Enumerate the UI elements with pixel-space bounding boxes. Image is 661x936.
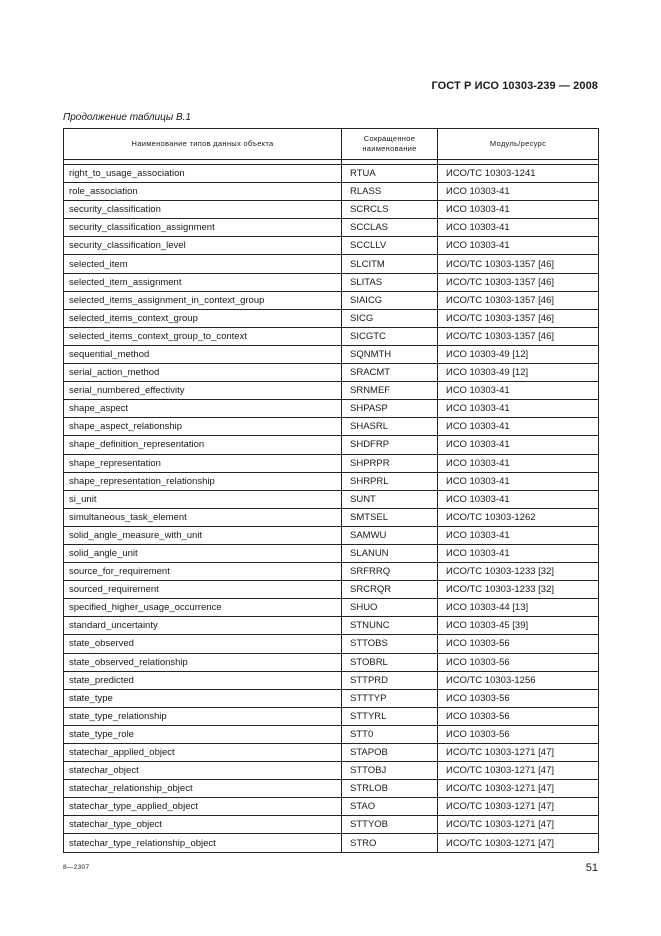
table-row [64, 671, 599, 689]
table-row [64, 219, 599, 237]
entity-name-cell: serial_action_method [64, 364, 342, 382]
table-row [64, 617, 599, 635]
column-header-entity-name: Наименование типов данных объекта [64, 129, 342, 160]
module-cell: ИСО/ТС 10303-1233 [32] [438, 581, 599, 599]
entity-name-cell: selected_items_context_group [64, 309, 342, 327]
entity-name-cell: security_classification_level [64, 237, 342, 255]
module-cell: ИСО 10303-41 [438, 400, 599, 418]
short-name-cell: SCCLAS [342, 219, 438, 237]
module-cell: ИСО 10303-41 [438, 472, 599, 490]
short-name-cell: STRLOB [342, 780, 438, 798]
module-cell: ИСО/ТС 10303-1262 [438, 508, 599, 526]
entity-name-cell: state_type_role [64, 725, 342, 743]
short-name-cell: STNUNC [342, 617, 438, 635]
module-cell: ИСО/ТС 10303-1271 [47] [438, 834, 599, 852]
table-row [64, 581, 599, 599]
short-name-cell: SICGTC [342, 327, 438, 345]
module-cell: ИСО 10303-56 [438, 725, 599, 743]
table-row [64, 780, 599, 798]
short-name-cell: SCRCLS [342, 201, 438, 219]
entity-name-cell: state_type_relationship [64, 707, 342, 725]
short-name-cell: RTUA [342, 165, 438, 183]
table-row [64, 436, 599, 454]
table-row [64, 798, 599, 816]
module-cell: ИСО 10303-41 [438, 237, 599, 255]
module-cell: ИСО 10303-56 [438, 653, 599, 671]
table-row [64, 508, 599, 526]
module-cell: ИСО/ТС 10303-1271 [47] [438, 816, 599, 834]
table-header-row [64, 129, 599, 160]
module-cell: ИСО/ТС 10303-1357 [46] [438, 255, 599, 273]
short-name-cell: STTPRD [342, 671, 438, 689]
module-cell: ИСО/ТС 10303-1256 [438, 671, 599, 689]
entity-name-cell: specified_higher_usage_occurrence [64, 599, 342, 617]
module-cell: ИСО 10303-56 [438, 707, 599, 725]
short-name-cell: SHDFRP [342, 436, 438, 454]
table-row [64, 834, 599, 852]
module-cell: ИСО 10303-41 [438, 183, 599, 201]
entity-name-cell: state_predicted [64, 671, 342, 689]
entity-name-cell: shape_aspect_relationship [64, 418, 342, 436]
table-caption: Продолжение таблицы В.1 [63, 112, 191, 123]
entity-name-cell: security_classification [64, 201, 342, 219]
entity-name-cell: serial_numbered_effectivity [64, 382, 342, 400]
module-cell: ИСО 10303-41 [438, 382, 599, 400]
module-cell: ИСО/ТС 10303-1357 [46] [438, 309, 599, 327]
entity-name-cell: si_unit [64, 490, 342, 508]
short-name-cell: SRCRQR [342, 581, 438, 599]
module-cell: ИСО 10303-56 [438, 689, 599, 707]
short-name-cell: STTOBJ [342, 762, 438, 780]
table-row [64, 273, 599, 291]
short-name-cell: RLASS [342, 183, 438, 201]
module-cell: ИСО/ТС 10303-1357 [46] [438, 327, 599, 345]
entity-name-cell: state_type [64, 689, 342, 707]
module-cell: ИСО 10303-41 [438, 436, 599, 454]
module-cell: ИСО 10303-41 [438, 544, 599, 562]
short-name-cell: SIAICG [342, 291, 438, 309]
entity-name-cell: solid_angle_measure_with_unit [64, 526, 342, 544]
short-name-cell: STT0 [342, 725, 438, 743]
module-cell: ИСО 10303-44 [13] [438, 599, 599, 617]
short-name-cell: STTTYP [342, 689, 438, 707]
short-name-cell: SHPRPR [342, 454, 438, 472]
entity-name-cell: standard_uncertainty [64, 617, 342, 635]
entity-types-table [63, 128, 599, 853]
entity-name-cell: simultaneous_task_element [64, 508, 342, 526]
table-row [64, 345, 599, 363]
short-name-cell: STRO [342, 834, 438, 852]
module-cell: ИСО 10303-49 [12] [438, 364, 599, 382]
short-name-cell: STAPOB [342, 744, 438, 762]
table-row [64, 418, 599, 436]
entity-name-cell: sequential_method [64, 345, 342, 363]
module-cell: ИСО/ТС 10303-1241 [438, 165, 599, 183]
table-row [64, 490, 599, 508]
module-cell: ИСО/ТС 10303-1271 [47] [438, 744, 599, 762]
table-row [64, 454, 599, 472]
table-row [64, 744, 599, 762]
entity-name-cell: security_classification_assignment [64, 219, 342, 237]
entity-name-cell: role_association [64, 183, 342, 201]
short-name-cell: SUNT [342, 490, 438, 508]
module-cell: ИСО 10303-49 [12] [438, 345, 599, 363]
entity-name-cell: selected_items_assignment_in_context_group [64, 291, 342, 309]
module-cell: ИСО/ТС 10303-1271 [47] [438, 798, 599, 816]
short-name-cell: SLANUN [342, 544, 438, 562]
table-row [64, 689, 599, 707]
module-cell: ИСО/ТС 10303-1271 [47] [438, 762, 599, 780]
entity-name-cell: shape_aspect [64, 400, 342, 418]
entity-name-cell: statechar_type_relationship_object [64, 834, 342, 852]
entity-name-cell: selected_item [64, 255, 342, 273]
entity-name-cell: selected_items_context_group_to_context [64, 327, 342, 345]
table-row [64, 472, 599, 490]
module-cell: ИСО 10303-56 [438, 635, 599, 653]
module-cell: ИСО 10303-45 [39] [438, 617, 599, 635]
table-row [64, 364, 599, 382]
entity-name-cell: shape_representation [64, 454, 342, 472]
entity-name-cell: statechar_type_applied_object [64, 798, 342, 816]
short-name-cell: STTYRL [342, 707, 438, 725]
module-cell: ИСО/ТС 10303-1233 [32] [438, 563, 599, 581]
short-name-cell: SICG [342, 309, 438, 327]
short-name-cell: SHPASP [342, 400, 438, 418]
entity-name-cell: statechar_type_object [64, 816, 342, 834]
short-name-cell: SCCLLV [342, 237, 438, 255]
entity-name-cell: state_observed_relationship [64, 653, 342, 671]
short-name-cell: SHASRL [342, 418, 438, 436]
module-cell: ИСО/ТС 10303-1271 [47] [438, 780, 599, 798]
entity-name-cell: right_to_usage_association [64, 165, 342, 183]
entity-name-cell: shape_representation_relationship [64, 472, 342, 490]
module-cell: ИСО 10303-41 [438, 490, 599, 508]
table-row [64, 563, 599, 581]
short-name-cell: STOBRL [342, 653, 438, 671]
table-row [64, 309, 599, 327]
short-name-cell: SAMWU [342, 526, 438, 544]
page-number: 51 [585, 862, 598, 874]
short-name-cell: SLCITM [342, 255, 438, 273]
column-header-short-name: Сокращенное наименование [342, 129, 438, 160]
table-body [64, 160, 599, 853]
module-cell: ИСО 10303-41 [438, 526, 599, 544]
entity-name-cell: state_observed [64, 635, 342, 653]
table-row [64, 635, 599, 653]
entity-name-cell: source_for_requirement [64, 563, 342, 581]
short-name-cell: SQNMTH [342, 345, 438, 363]
table-row [64, 707, 599, 725]
entity-name-cell: sourced_requirement [64, 581, 342, 599]
short-name-cell: STTYOB [342, 816, 438, 834]
entity-name-cell: selected_item_assignment [64, 273, 342, 291]
table-row [64, 183, 599, 201]
table-row [64, 725, 599, 743]
table-row [64, 327, 599, 345]
entity-name-cell: statechar_relationship_object [64, 780, 342, 798]
module-cell: ИСО 10303-41 [438, 454, 599, 472]
table-row [64, 400, 599, 418]
document-header: ГОСТ Р ИСО 10303-239 — 2008 [431, 80, 598, 92]
short-name-cell: SRACMT [342, 364, 438, 382]
module-cell: ИСО 10303-41 [438, 201, 599, 219]
short-name-cell: SLITAS [342, 273, 438, 291]
entity-name-cell: statechar_object [64, 762, 342, 780]
short-name-cell: STTOBS [342, 635, 438, 653]
table-row [64, 237, 599, 255]
module-cell: ИСО/ТС 10303-1357 [46] [438, 273, 599, 291]
short-name-cell: SHUO [342, 599, 438, 617]
table-row [64, 762, 599, 780]
table-row [64, 599, 599, 617]
column-header-module: Модуль/ресурс [438, 129, 599, 160]
short-name-cell: SMTSEL [342, 508, 438, 526]
table-row [64, 291, 599, 309]
short-name-cell: SHRPRL [342, 472, 438, 490]
table-row [64, 382, 599, 400]
short-name-cell: STAO [342, 798, 438, 816]
table-row [64, 544, 599, 562]
entity-name-cell: shape_definition_representation [64, 436, 342, 454]
table-row [64, 653, 599, 671]
print-code: 8—2307 [63, 864, 90, 871]
entity-name-cell: statechar_applied_object [64, 744, 342, 762]
module-cell: ИСО 10303-41 [438, 418, 599, 436]
table-row [64, 165, 599, 183]
table-row [64, 201, 599, 219]
short-name-cell: SRFRRQ [342, 563, 438, 581]
module-cell: ИСО 10303-41 [438, 219, 599, 237]
module-cell: ИСО/ТС 10303-1357 [46] [438, 291, 599, 309]
short-name-cell: SRNMEF [342, 382, 438, 400]
entity-name-cell: solid_angle_unit [64, 544, 342, 562]
table-row [64, 255, 599, 273]
table-row [64, 816, 599, 834]
table-row [64, 526, 599, 544]
